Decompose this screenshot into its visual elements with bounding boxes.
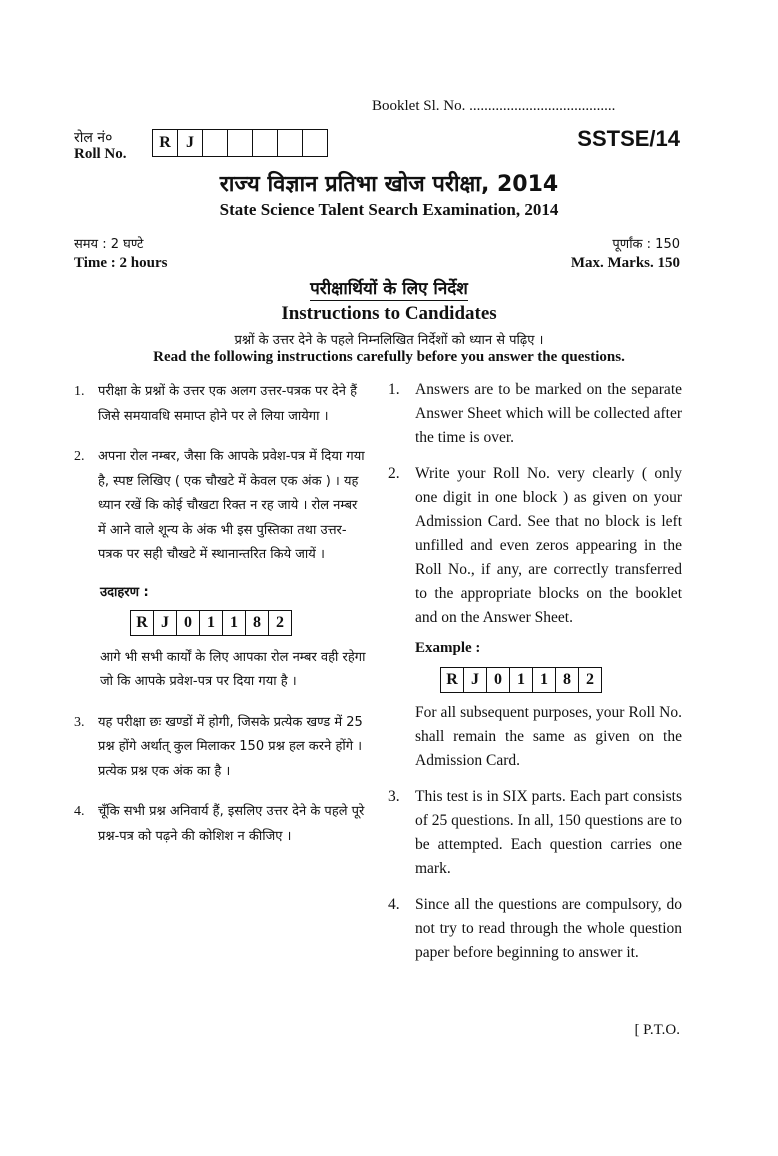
example-cell: 8 (556, 668, 579, 692)
item-number: 4. (388, 896, 400, 913)
example-cell: 1 (223, 611, 246, 635)
item-text: This test is in SIX parts. Each part consists of 25 questions. In all, 150 questions are to be attempted. Each question carries one mark. (415, 788, 682, 877)
example-cell: 1 (200, 611, 223, 635)
item-number: 1. (388, 381, 400, 398)
roll-cell (303, 130, 327, 156)
hindi-instructions-column (74, 380, 368, 849)
roll-cell (253, 130, 278, 156)
roll-cell (228, 130, 253, 156)
booklet-serial: Booklet Sl. No. ....................................... (372, 98, 616, 114)
instruction-item (74, 380, 368, 429)
paper-code: SSTSE/14 (577, 126, 680, 151)
instructions-heading-hindi-text: परीक्षार्थियों के लिए निर्देश (310, 279, 468, 299)
item-number: 2. (74, 449, 85, 464)
item-number: 3. (74, 714, 85, 730)
instruction-item (74, 711, 368, 785)
item-text: अपना रोल नम्बर, जैसा कि आपके प्रवेश-पत्र में दिया गया है, स्पष्ट लिखिए ( एक चौखटे में केवल एक अंक ) । यह ध्यान रखें कि कोई चौखटा रिक्त न रह जाये । रोल नम्बर में आने वाले शून्य के अंक भी इस पुस्तिका तथा उत्तर-पत्रक पर सही चौखटे में स्थानान्तरित किये जायें । (98, 449, 365, 562)
example-note-hindi: आगे भी सभी कार्यों के लिए आपका रोल नम्बर वही रहेगा जो कि आपके प्रवेश-पत्र पर दिया गया है । (100, 649, 366, 689)
item-text: परीक्षा के प्रश्नों के उत्तर एक अलग उत्तर-पत्रक पर देने हैं जिसे समयावधि समाप्त होने पर ले लिया जायेगा । (98, 384, 358, 424)
example-cell: 8 (246, 611, 269, 635)
example-note: For all subsequent purposes, your Roll No. shall remain the same as given on the Admission Card. (415, 704, 682, 769)
instruction-item (74, 445, 368, 568)
instruction-item (388, 462, 682, 630)
item-text: Answers are to be marked on the separate Answer Sheet which will be collected after the time is over. (415, 381, 682, 446)
time-hindi: समय : 2 घण्टे (74, 237, 144, 252)
instruction-item (74, 800, 368, 849)
instruction-item (388, 785, 682, 881)
item-text: Since all the questions are compulsory, do not try to read through the whole question paper before beginning to answer it. (415, 896, 682, 961)
page-turn-over: [ P.T.O. (634, 1022, 680, 1038)
roll-label-hindi: रोल नं० (74, 130, 113, 146)
read-note: Read the following instructions carefully before you answer the questions. (153, 349, 625, 365)
example-cell: 2 (586, 671, 594, 688)
example-cell: R (131, 611, 154, 635)
example-label: Example : (415, 640, 481, 656)
roll-number-boxes (152, 129, 328, 157)
example-cell: 1 (510, 668, 533, 692)
example-roll-boxes (440, 667, 602, 693)
marks-hindi: पूर्णांक : 150 (612, 237, 680, 252)
item-number: 3. (388, 788, 400, 805)
item-text: चूँकि सभी प्रश्न अनिवार्य हैं, इसलिए उत्तर देने के पहले पूरे प्रश्न-पत्र को पढ़ने की कोशिश न कीजिए । (98, 804, 365, 844)
example-cell: 1 (533, 668, 556, 692)
read-note-hindi: प्रश्नों के उत्तर देने के पहले निम्नलिखित निर्देशों को ध्यान से पढ़िए । (234, 333, 544, 348)
roll-cell (203, 130, 228, 156)
title-hindi: राज्य विज्ञान प्रतिभा खोज परीक्षा, 2014 (219, 172, 559, 197)
example-cell: J (464, 668, 487, 692)
example-cell: R (441, 668, 464, 692)
example-roll-boxes (130, 610, 292, 636)
roll-cell: J (178, 130, 203, 156)
item-text: Write your Roll No. very clearly ( only one digit in one block ) as given on your Admission Card. See that no block is left unfilled and even zeros appearing in the Roll No., if any, are correctly transferred to the appropriate blocks on the booklet and on the Answer Sheet. (415, 465, 682, 626)
item-text: यह परीक्षा छः खण्डों में होगी, जिसके प्रत्येक खण्ड में 25 प्रश्न होंगे अर्थात् कुल मिलाकर 150 प्रश्न हल करने होंगे । प्रत्येक प्रश्न एक अंक का है । (98, 714, 363, 779)
instruction-item (388, 378, 682, 450)
max-marks: Max. Marks. 150 (570, 255, 680, 271)
instructions-heading-hindi (0, 276, 778, 299)
example-cell: 0 (177, 611, 200, 635)
instructions-heading: Instructions to Candidates (281, 303, 497, 324)
roll-cell: R (153, 130, 178, 156)
item-number: 4. (74, 804, 85, 819)
page-title: State Science Talent Search Examination, 2014 (219, 200, 559, 219)
roll-label: Roll No. (74, 146, 127, 162)
example-cell: 0 (487, 668, 510, 692)
example-cell: J (154, 611, 177, 635)
example-cell: 2 (276, 613, 284, 631)
item-number: 1. (74, 384, 85, 399)
english-instructions-column (388, 378, 682, 965)
item-number: 2. (388, 465, 400, 482)
example-label-hindi: उदाहरण : (100, 584, 149, 600)
roll-cell (278, 130, 303, 156)
time-allowed: Time : 2 hours (74, 255, 168, 271)
instruction-item (388, 893, 682, 965)
